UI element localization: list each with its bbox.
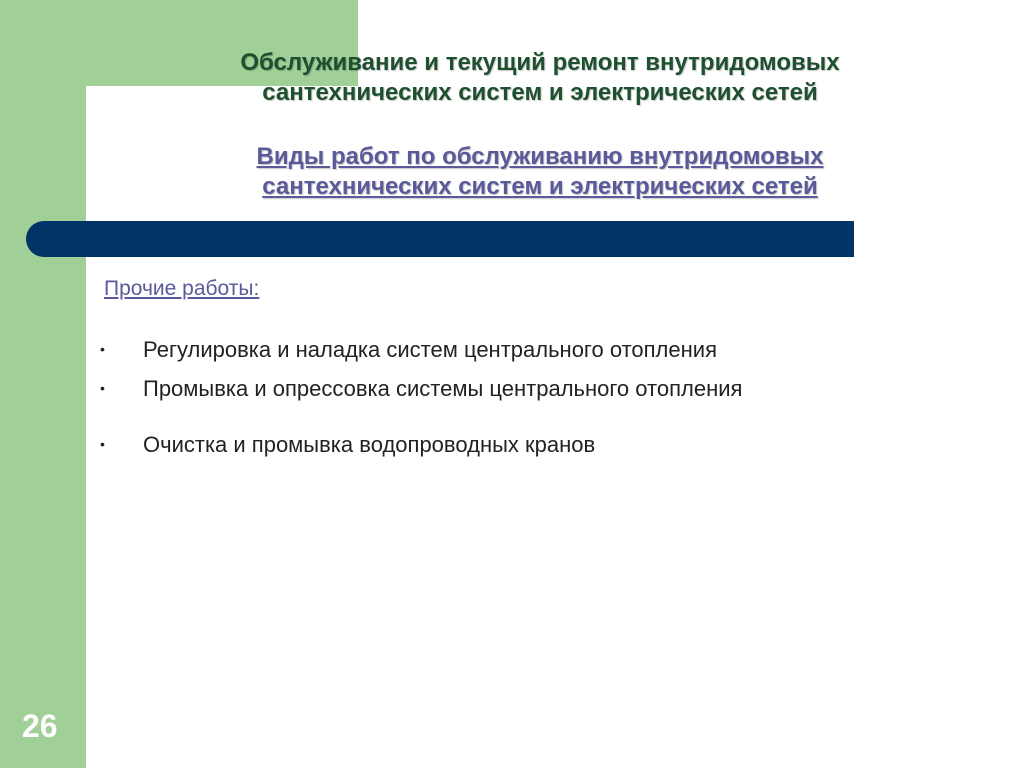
bullet-icon: • (100, 380, 105, 396)
list-item-text: Промывка и опрессовка системы центрального отопления (143, 376, 743, 401)
list-item-text: Регулировка и наладка систем центрального отопления (143, 337, 717, 362)
list-item (100, 376, 742, 402)
bullet-icon: • (100, 341, 105, 357)
page-number: 26 (22, 708, 58, 744)
section-heading: Прочие работы: (104, 277, 260, 300)
slide-subtitle: Виды работ по обслуживанию внутридомовых сантехнических систем и электрических сетей (256, 143, 824, 200)
bullet-icon: • (100, 436, 105, 452)
list-item (100, 337, 717, 363)
slide-title: Обслуживание и текущий ремонт внутридомовых сантехнических систем и электрических сетей (240, 49, 840, 106)
list-item-text: Очистка и промывка водопроводных кранов (143, 432, 596, 457)
list-item (100, 432, 595, 458)
